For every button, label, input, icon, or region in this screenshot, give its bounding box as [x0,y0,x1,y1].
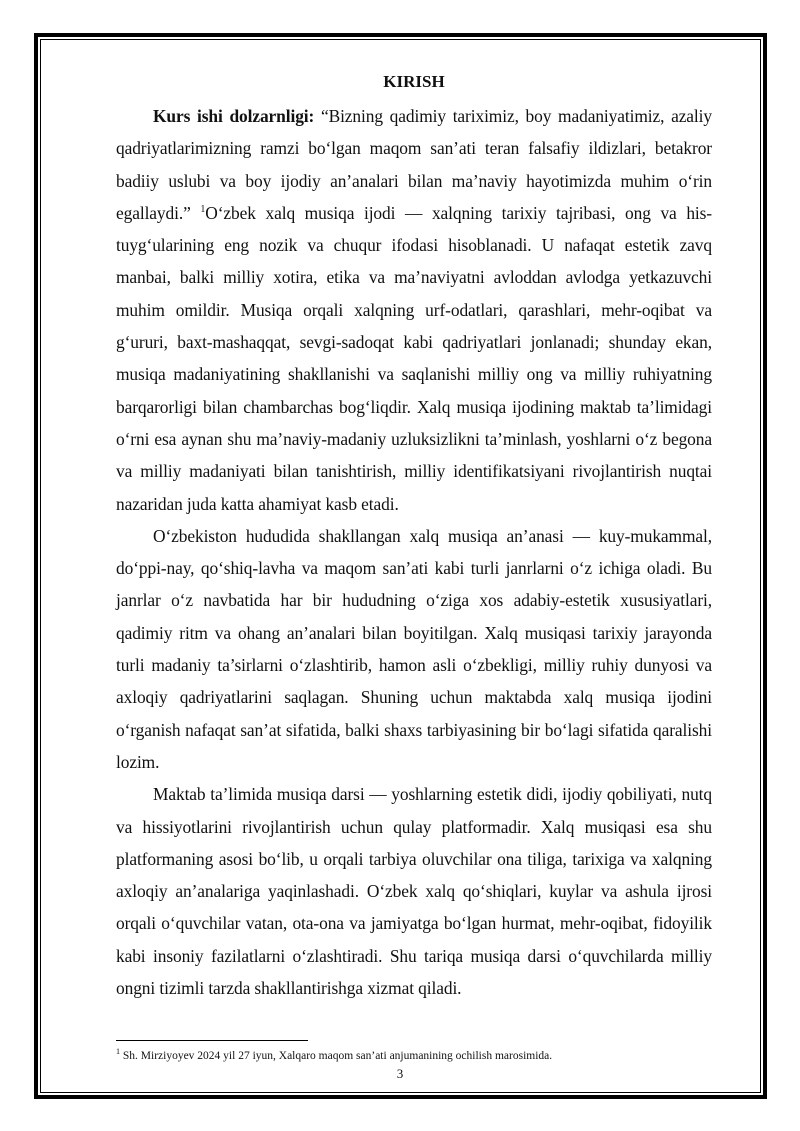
footnote-marker: 1 [116,1047,120,1056]
document-body [116,72,712,1004]
footnote [116,1045,716,1063]
section-heading: KIRISH [383,72,445,91]
paragraph-relevance [116,100,712,520]
paragraph-text: O‘zbek xalq musiqa ijodi — xalqning tarixiy tajribasi, ong va his-tuyg‘ularining eng nozik va chuqur ifodasi hisoblanadi. U nafaqat estetik zavq manbai, balki milliy xotira, etika va ma’naviyatni avloddan avlodga yetkazuvchi muhim omildir. Musiqa orqali xalqning urf-odatlari, qarashlari, mehr-oqibat va g‘ururi, baxt-mashaqqat, sevgi-sadoqat kabi qadriyatlari jonlanadi; shunday ekan, musiqa madaniyatining shakllanishi va saqlanishi milliy ong va milliy ruhiyatning barqarorligi bilan chambarchas bog‘liqdir. Xalq musiqa ijodining maktab ta’limidagi o‘rni esa aynan shu ma’naviy-madaniy uzluksizlikni ta’minlash, yoshlarni o‘z begona va milliy madaniyati bilan tanishtirish, milliy identifikatsiyani rivojlantirish nuqtai nazaridan juda katta ahamiyat kasb etadi. [116,202,713,514]
relevance-label: Kurs ishi dolzarnligi: [153,106,315,126]
quote-text: “Bizning qadimiy tariximiz, boy madaniyatimiz, azaliy qadriyatlarimizning ramzi bo‘lgan maqom san’ati teran falsafiy ildizlari, betakror badiiy uslubi va boy ijodiy an’analari bilan ma’naviy hayotimizda muhim o‘rin egallaydi.” [116,106,712,223]
footnote-text: Sh. Mirziyoyev 2024 yil 27 iyun, Xalqaro maqom san’ati anjumanining ochilish marosimida. [120,1049,553,1062]
paragraph-folk-tradition: O‘zbekiston hududida shakllangan xalq musiqa an’anasi — kuy-mukammal, do‘ppi-nay, qo‘shiq-lavha va maqom san’ati kabi turli janrlarni o‘z ichiga oladi. Bu janrlar o‘z navbatida har bir hududning o‘ziga xos adabiy-estetik xususiyatlari, qadimiy ritm va ohang an’analari bilan boyitilgan. Xalq musiqasi tarixiy jarayonda turli madaniy ta’sirlarni o‘zlashtirib, hamon asli o‘zbekligi, milliy ruhiy dunyosi va axloqiy qadriyatlarini saqlagan. Shuning uchun maktabda xalq musiqa ijodini o‘rganish nafaqat san’at sifatida, balki shaxs tarbiyasining bir bo‘lagi sifatida qaralishi lozim. [116,525,712,772]
footnote-separator [116,1040,308,1041]
paragraph-school-music: Maktab ta’limida musiqa darsi — yoshlarning estetik didi, ijodiy qobiliyati, nutq va hissiyotlarini rivojlantirish uchun qulay platformadir. Xalq musiqasi esa shu platformaning asosi bo‘lib, u orqali tarbiya oluvchilar ona tiliga, tarixiga va xalqning axloqiy an’analariga yaqinlashadi. O‘zbek xalq qo‘shiqlari, kuylar va ashula ijrosi orqali o‘quvchilar vatan, ota-ona va jamiyatga bo‘lgan hurmat, mehr-oqibat, fidoyilik kabi insoniy fazilatlarni o‘zlashtiradi. Shu tariqa musiqa darsi o‘quvchilarda milliy ongni tizimli tarzda shakllantirishga xizmat qiladi. [116,784,712,999]
page-number: 3 [396,1066,404,1081]
footnote-reference: 1 [200,204,206,216]
